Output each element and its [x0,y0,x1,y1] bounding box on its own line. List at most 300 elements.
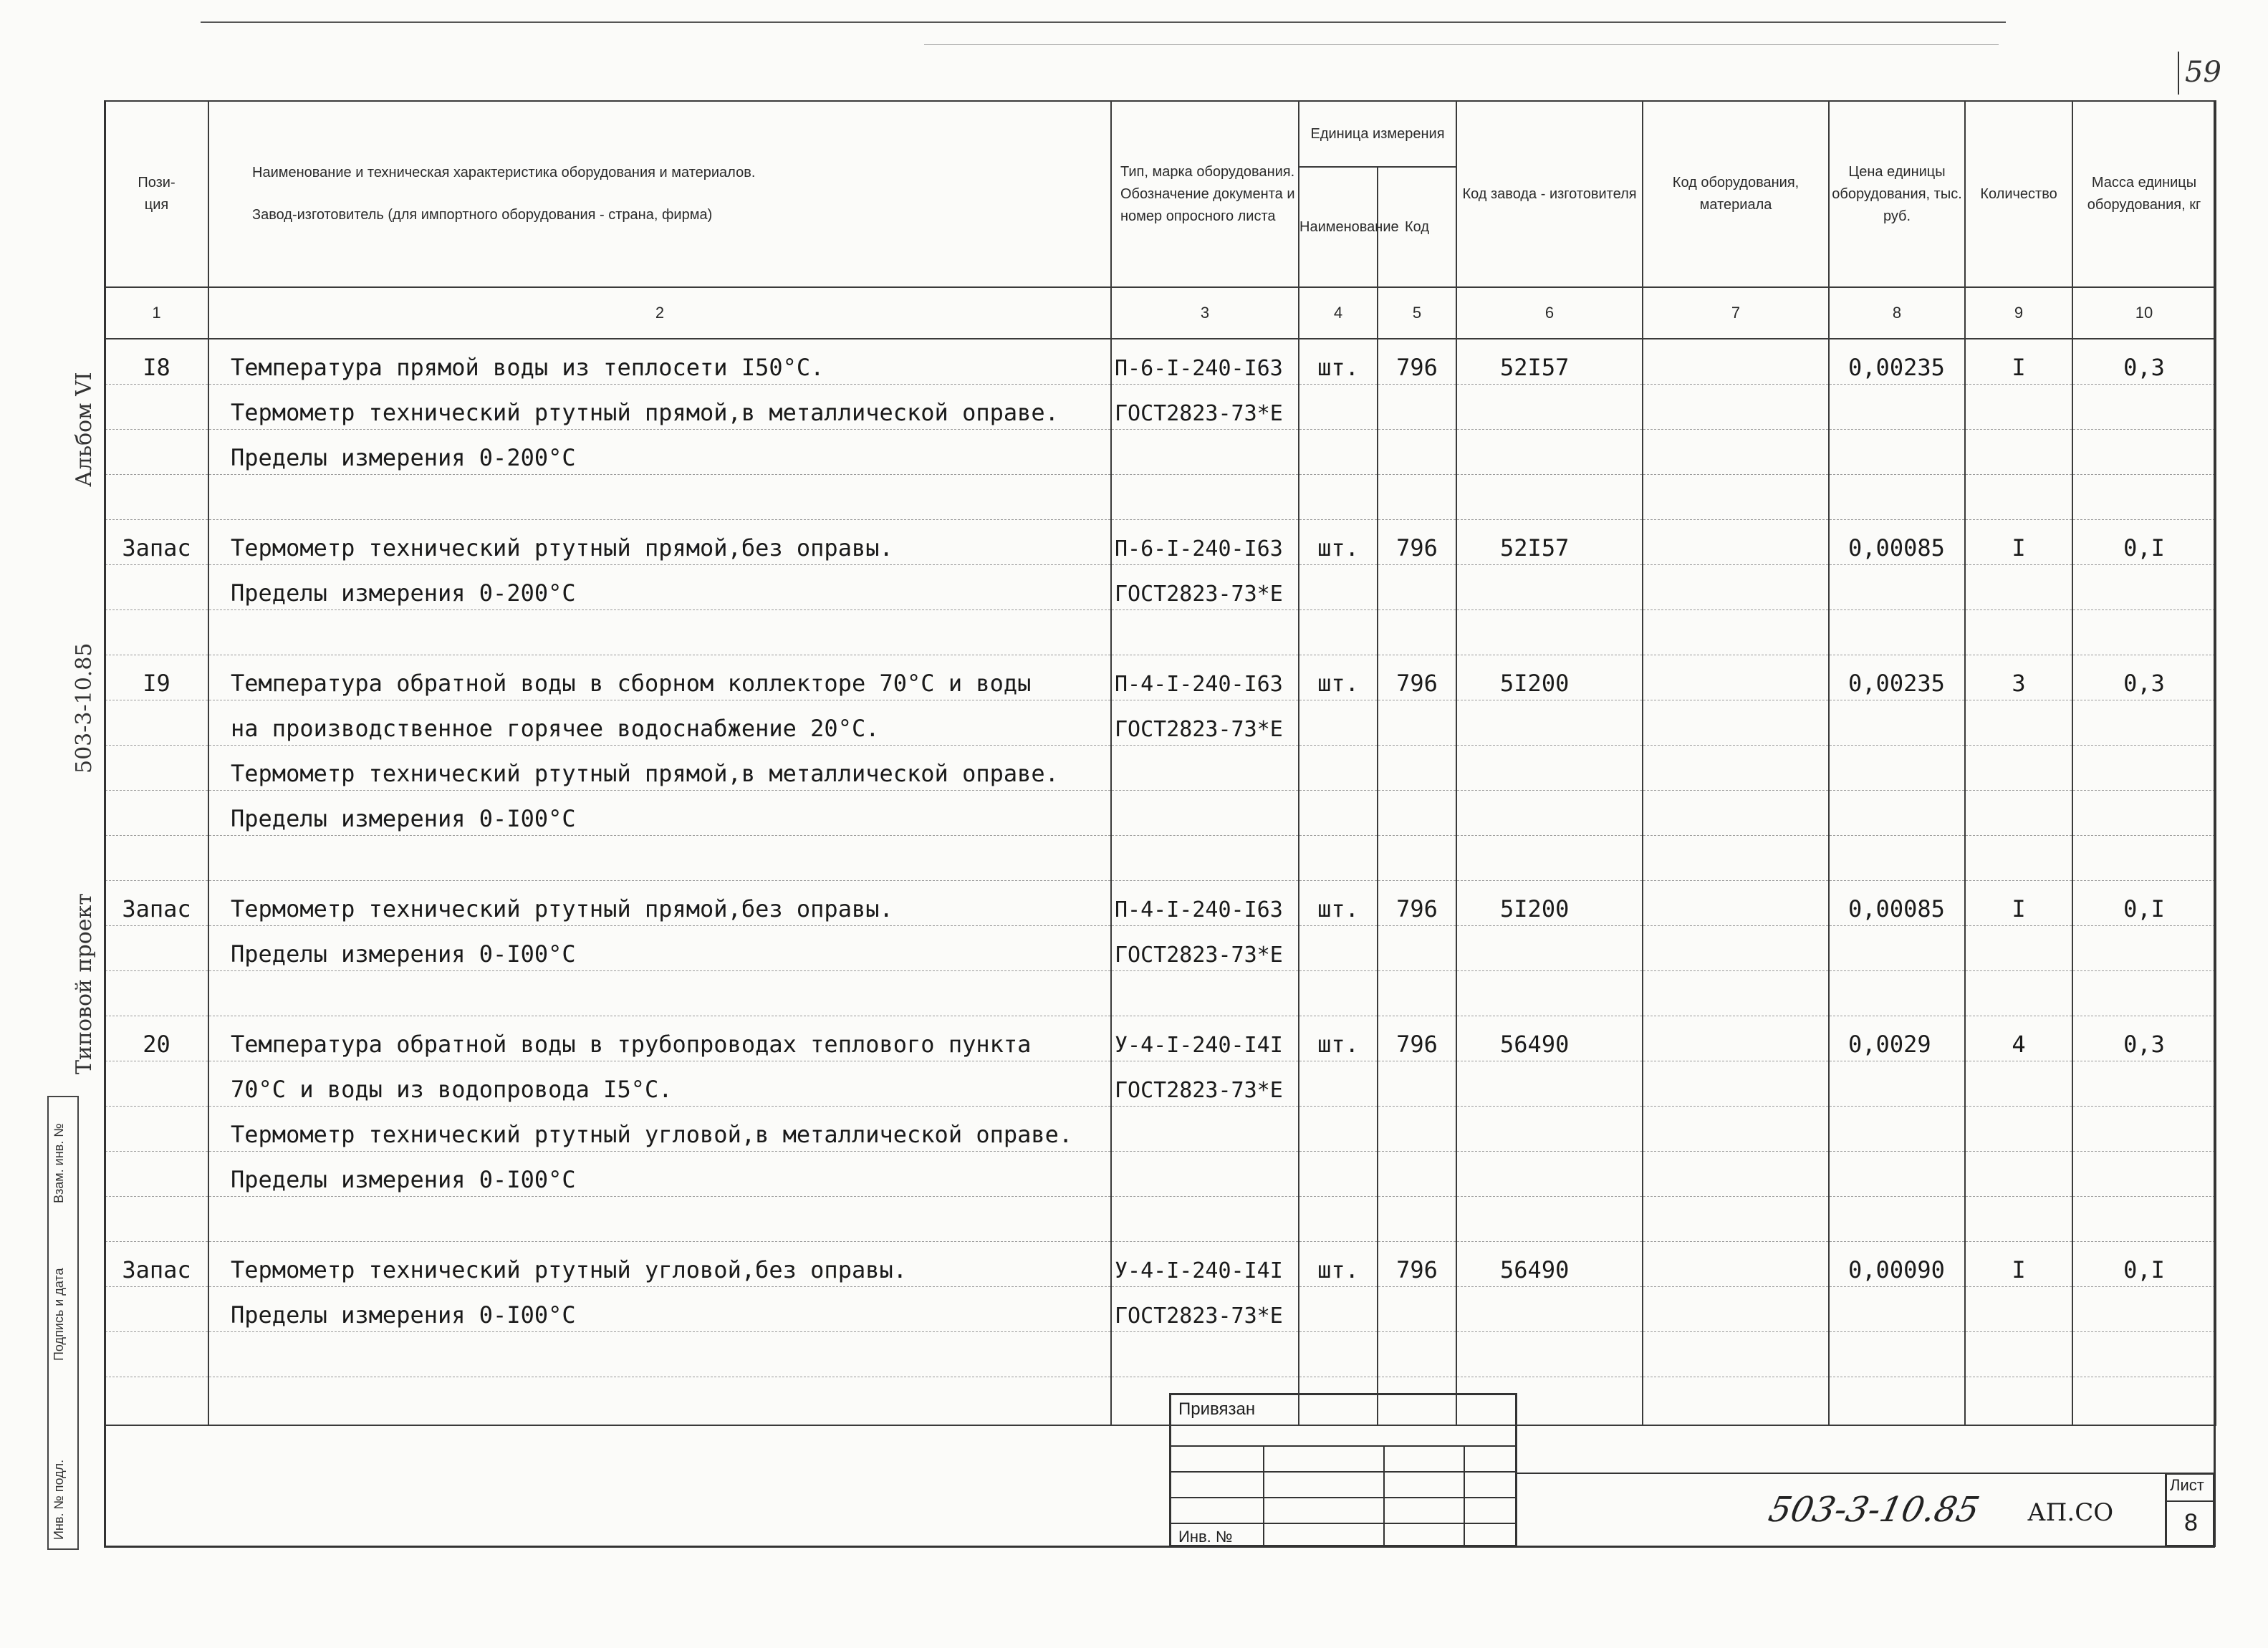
frame-bottom-border [104,1546,2215,1548]
cell-price [1829,700,1965,746]
cell-name [208,1332,1111,1377]
side-album: Альбом VI [72,372,97,487]
column-number: 6 [1456,287,1643,339]
cell-mass [2072,1332,2216,1377]
cell-price [1829,746,1965,791]
cell-price: 0,00085 [1829,881,1965,926]
cell-unit-name [1299,1197,1378,1242]
table-row [105,1197,2216,1242]
cell-unit-name [1299,1287,1378,1332]
cell-mass: 0,I [2072,1242,2216,1287]
table-row [105,836,2216,881]
cell-plant-code [1456,1061,1643,1107]
cell-mass [2072,1197,2216,1242]
cell-unit-name [1299,836,1378,881]
cell-price: 0,00090 [1829,1242,1965,1287]
cell-unit-name: шт. [1299,881,1378,926]
cell-type [1111,836,1299,881]
cell-name: Пределы измерения 0-200°С [208,565,1111,610]
cell-unit-name [1299,700,1378,746]
column-number: 5 [1378,287,1456,339]
cell-equipment-code [1643,610,1829,655]
cell-price [1829,385,1965,430]
specification-body [105,339,2216,1425]
cell-plant-code: 5I200 [1456,655,1643,700]
cell-price [1829,475,1965,520]
cell-equipment-code [1643,1152,1829,1197]
cell-plant-code: 5I200 [1456,881,1643,926]
cell-unit-name [1299,1061,1378,1107]
table-row [105,746,2216,791]
cell-unit-code [1378,1287,1456,1332]
cell-mass [2072,610,2216,655]
scan-top-line [201,21,2006,23]
cell-type: ГОСТ2823-73*Е [1111,565,1299,610]
cell-unit-name [1299,926,1378,971]
cell-position [105,430,208,475]
table-row [105,881,2216,926]
cell-type: У-4-I-240-I4I [1111,1242,1299,1287]
side-replace-inv-label: Взам. инв. № [52,1123,66,1203]
cell-position [105,700,208,746]
table-row [105,1242,2216,1287]
cell-position [105,836,208,881]
cell-equipment-code [1643,1061,1829,1107]
cell-plant-code: 52I57 [1456,520,1643,565]
cell-unit-code [1378,791,1456,836]
table-row [105,520,2216,565]
cell-unit-code [1378,385,1456,430]
cell-name: Термометр технический ртутный прямой,без оправы. [208,520,1111,565]
table-row [105,1016,2216,1061]
header-plant-code: Код завода - изготовителя [1456,101,1643,287]
cell-plant-code [1456,385,1643,430]
cell-name: Пределы измерения 0-I00°С [208,926,1111,971]
cell-position: 20 [105,1016,208,1061]
table-row [105,700,2216,746]
header-unit-code: Код [1378,167,1456,287]
cell-position: Запас [105,1242,208,1287]
cell-position [105,1061,208,1107]
cell-plant-code [1456,1152,1643,1197]
cell-quantity [1965,836,2072,881]
table-row [105,971,2216,1016]
cell-quantity [1965,430,2072,475]
table-row [105,385,2216,430]
header-price: Цена единицы оборудования, тыс. руб. [1829,101,1965,287]
cell-type: П-6-I-240-I63 [1111,339,1299,385]
cell-plant-code [1456,565,1643,610]
cell-unit-code [1378,1107,1456,1152]
cell-plant-code [1456,610,1643,655]
cell-plant-code [1456,971,1643,1016]
cell-equipment-code [1643,836,1829,881]
cell-unit-name: шт. [1299,520,1378,565]
cell-name: Термометр технический ртутный прямой,в металлической оправе. [208,385,1111,430]
cell-unit-code: 796 [1378,881,1456,926]
cell-mass: 0,3 [2072,339,2216,385]
cell-name [208,971,1111,1016]
cell-name: 70°С и воды из водопровода I5°С. [208,1061,1111,1107]
cell-price [1829,1332,1965,1377]
table-row [105,565,2216,610]
cell-mass [2072,836,2216,881]
cell-plant-code [1456,926,1643,971]
cell-name: Пределы измерения 0-I00°С [208,1287,1111,1332]
document-mark: АП.СО [2027,1498,2114,1527]
cell-type [1111,1152,1299,1197]
cell-mass: 0,3 [2072,1016,2216,1061]
cell-mass [2072,475,2216,520]
table-row [105,1107,2216,1152]
cell-equipment-code [1643,385,1829,430]
cell-position [105,1287,208,1332]
cell-equipment-code [1643,1197,1829,1242]
cell-type [1111,791,1299,836]
table-row [105,926,2216,971]
cell-unit-name [1299,385,1378,430]
cell-plant-code [1456,1332,1643,1377]
cell-unit-code: 796 [1378,1016,1456,1061]
cell-mass [2072,1152,2216,1197]
cell-unit-name: шт. [1299,1242,1378,1287]
binding-box [1169,1393,1517,1547]
title-block-top-line [1517,1473,2165,1474]
cell-price: 0,00085 [1829,520,1965,565]
cell-equipment-code [1643,430,1829,475]
inventory-label: Инв. № [1178,1528,1233,1546]
cell-quantity [1965,475,2072,520]
cell-unit-name [1299,746,1378,791]
sheet-number: 8 [2184,1509,2198,1536]
cell-name [208,1377,1111,1426]
column-number-row [105,287,2216,339]
cell-unit-code [1378,1061,1456,1107]
cell-plant-code: 52I57 [1456,339,1643,385]
cell-equipment-code [1643,926,1829,971]
cell-position [105,610,208,655]
cell-price: 0,0029 [1829,1016,1965,1061]
side-inv-number-label: Инв. № подл. [52,1459,66,1540]
cell-type: П-4-I-240-I63 [1111,881,1299,926]
column-number: 4 [1299,287,1378,339]
cell-equipment-code [1643,791,1829,836]
cell-unit-code [1378,1152,1456,1197]
cell-quantity: I [1965,1242,2072,1287]
cell-name: Термометр технический ртутный прямой,в металлической оправе. [208,746,1111,791]
page-number: 59 [2185,56,2221,89]
cell-mass [2072,1377,2216,1426]
cell-position [105,791,208,836]
cell-type [1111,610,1299,655]
cell-position [105,971,208,1016]
cell-type: ГОСТ2823-73*Е [1111,1061,1299,1107]
cell-mass [2072,430,2216,475]
cell-price [1829,1107,1965,1152]
cell-name: Термометр технический ртутный угловой,без оправы. [208,1242,1111,1287]
cell-quantity: I [1965,881,2072,926]
cell-unit-code [1378,610,1456,655]
cell-type: ГОСТ2823-73*Е [1111,385,1299,430]
cell-plant-code [1456,746,1643,791]
cell-price [1829,791,1965,836]
cell-unit-code [1378,1332,1456,1377]
table-row [105,791,2216,836]
cell-price [1829,1197,1965,1242]
cell-unit-code: 796 [1378,339,1456,385]
cell-quantity [1965,926,2072,971]
cell-equipment-code [1643,339,1829,385]
header-type: Тип, марка оборудования. Обозначение документа и номер опросного листа [1111,101,1299,287]
header-unit-name: Наименование [1299,167,1378,287]
cell-equipment-code [1643,565,1829,610]
cell-position: Запас [105,881,208,926]
cell-position [105,926,208,971]
cell-unit-name [1299,971,1378,1016]
cell-price [1829,1377,1965,1426]
cell-mass [2072,1287,2216,1332]
cell-quantity [1965,1061,2072,1107]
cell-mass [2072,565,2216,610]
cell-position [105,746,208,791]
cell-unit-code [1378,430,1456,475]
cell-price: 0,00235 [1829,655,1965,700]
table-row [105,475,2216,520]
cell-type [1111,1332,1299,1377]
cell-name [208,475,1111,520]
cell-type [1111,1107,1299,1152]
cell-unit-name: шт. [1299,1016,1378,1061]
sheet-number-box [2165,1473,2215,1547]
cell-position: I8 [105,339,208,385]
cell-position [105,475,208,520]
cell-unit-name [1299,1332,1378,1377]
cell-quantity: 3 [1965,655,2072,700]
cell-mass [2072,700,2216,746]
cell-quantity [1965,1197,2072,1242]
header-equipment-code: Код оборудования, материала [1643,101,1829,287]
cell-plant-code [1456,1287,1643,1332]
table-row [105,1377,2216,1426]
cell-equipment-code [1643,1107,1829,1152]
cell-unit-code [1378,565,1456,610]
cell-quantity: 4 [1965,1016,2072,1061]
cell-type: П-6-I-240-I63 [1111,520,1299,565]
cell-unit-code: 796 [1378,1242,1456,1287]
cell-type [1111,475,1299,520]
cell-unit-code [1378,926,1456,971]
cell-unit-code: 796 [1378,520,1456,565]
cell-equipment-code [1643,1287,1829,1332]
column-number: 9 [1965,287,2072,339]
column-number: 2 [208,287,1111,339]
cell-name: на производственное горячее водоснабжение 20°С. [208,700,1111,746]
cell-quantity [1965,1107,2072,1152]
cell-unit-code [1378,971,1456,1016]
cell-unit-name: шт. [1299,655,1378,700]
cell-mass [2072,746,2216,791]
cell-name: Температура прямой воды из теплосети I50°С. [208,339,1111,385]
cell-unit-name [1299,1107,1378,1152]
cell-equipment-code [1643,881,1829,926]
cell-name: Термометр технический ртутный угловой,в металлической оправе. [208,1107,1111,1152]
cell-plant-code [1456,475,1643,520]
cell-mass [2072,791,2216,836]
cell-mass [2072,971,2216,1016]
cell-name: Пределы измерения 0-I00°С [208,791,1111,836]
cell-quantity [1965,610,2072,655]
table-row [105,339,2216,385]
document-code: 503-3-10.85 [1765,1490,1983,1530]
cell-name [208,1197,1111,1242]
cell-equipment-code [1643,475,1829,520]
header-position: Пози- ция [105,101,208,287]
cell-unit-name [1299,565,1378,610]
binding-grid-line [1263,1445,1264,1546]
cell-type: ГОСТ2823-73*Е [1111,700,1299,746]
header-quantity: Количество [1965,101,2072,287]
cell-unit-code [1378,1197,1456,1242]
cell-plant-code [1456,836,1643,881]
cell-price [1829,971,1965,1016]
column-number: 10 [2072,287,2216,339]
cell-quantity [1965,1152,2072,1197]
cell-mass [2072,1107,2216,1152]
binding-grid-line [1464,1445,1465,1546]
cell-name: Температура обратной воды в трубопроводах теплового пункта [208,1016,1111,1061]
cell-equipment-code [1643,1016,1829,1061]
cell-unit-name [1299,475,1378,520]
cell-name [208,836,1111,881]
cell-unit-name [1299,791,1378,836]
cell-price [1829,1152,1965,1197]
cell-unit-code: 796 [1378,655,1456,700]
cell-quantity [1965,746,2072,791]
cell-mass [2072,1061,2216,1107]
cell-position [105,1152,208,1197]
cell-plant-code [1456,700,1643,746]
cell-plant-code: 56490 [1456,1016,1643,1061]
cell-name: Пределы измерения 0-I00°С [208,1152,1111,1197]
specification-table [104,100,2216,1426]
header-mass: Масса единицы оборудования, кг [2072,101,2216,287]
cell-name [208,610,1111,655]
cell-unit-code [1378,700,1456,746]
cell-price [1829,1287,1965,1332]
cell-mass [2072,926,2216,971]
cell-type [1111,971,1299,1016]
table-row [105,1152,2216,1197]
cell-type: ГОСТ2823-73*Е [1111,926,1299,971]
page-number-divider [2178,52,2179,95]
cell-equipment-code [1643,1242,1829,1287]
cell-type: У-4-I-240-I4I [1111,1016,1299,1061]
cell-type: ГОСТ2823-73*Е [1111,1287,1299,1332]
cell-price: 0,00235 [1829,339,1965,385]
cell-plant-code [1456,791,1643,836]
table-row [105,610,2216,655]
cell-name: Термометр технический ртутный прямой,без оправы. [208,881,1111,926]
cell-price [1829,565,1965,610]
cell-unit-name: шт. [1299,339,1378,385]
table-row [105,1287,2216,1332]
frame-left-border [104,100,106,1547]
cell-name: Температура обратной воды в сборном коллекторе 70°С и воды [208,655,1111,700]
column-number: 1 [105,287,208,339]
sheet-label: Лист [2170,1476,2204,1494]
cell-quantity: I [1965,339,2072,385]
cell-position: Запас [105,520,208,565]
side-signature-label: Подпись и дата [52,1268,66,1361]
cell-position [105,1197,208,1242]
column-number: 3 [1111,287,1299,339]
table-row [105,655,2216,700]
cell-unit-name [1299,1152,1378,1197]
cell-equipment-code [1643,1377,1829,1426]
cell-quantity [1965,1332,2072,1377]
cell-price [1829,926,1965,971]
table-row [105,430,2216,475]
column-number: 8 [1829,287,1965,339]
cell-name: Пределы измерения 0-200°С [208,430,1111,475]
binding-grid-line [1383,1445,1385,1546]
header-unit-group: Единица измерения [1299,101,1456,167]
frame-right-border [2214,100,2216,1547]
cell-position [105,1107,208,1152]
cell-equipment-code [1643,1332,1829,1377]
cell-quantity [1965,791,2072,836]
cell-plant-code [1456,1197,1643,1242]
cell-quantity [1965,700,2072,746]
cell-type [1111,430,1299,475]
cell-position [105,1377,208,1426]
binding-label: Привязан [1178,1399,1256,1419]
cell-price [1829,836,1965,881]
cell-unit-code [1378,836,1456,881]
cell-position [105,565,208,610]
table-row [105,1061,2216,1107]
cell-plant-code: 56490 [1456,1242,1643,1287]
cell-type: П-4-I-240-I63 [1111,655,1299,700]
cell-equipment-code [1643,520,1829,565]
cell-equipment-code [1643,746,1829,791]
cell-equipment-code [1643,700,1829,746]
column-number: 7 [1643,287,1829,339]
cell-type [1111,746,1299,791]
cell-unit-name [1299,610,1378,655]
cell-equipment-code [1643,971,1829,1016]
header-row [105,101,2216,167]
cell-price [1829,610,1965,655]
cell-quantity [1965,971,2072,1016]
cell-quantity [1965,1377,2072,1426]
cell-plant-code [1456,1107,1643,1152]
side-project-label: Типовой проект [72,893,97,1074]
cell-position [105,1332,208,1377]
cell-quantity: I [1965,520,2072,565]
cell-type [1111,1197,1299,1242]
side-project-number: 503-3-10.85 [72,642,97,774]
cell-unit-code [1378,475,1456,520]
cell-quantity [1965,385,2072,430]
header-name: Наименование и техническая характеристика оборудования и материалов. Завод-изготовитель (для импортного оборудования - страна, фирма) [208,101,1111,287]
cell-position [105,385,208,430]
cell-quantity [1965,1287,2072,1332]
cell-mass: 0,I [2072,881,2216,926]
cell-equipment-code [1643,655,1829,700]
table-row [105,1332,2216,1377]
cell-unit-code [1378,746,1456,791]
